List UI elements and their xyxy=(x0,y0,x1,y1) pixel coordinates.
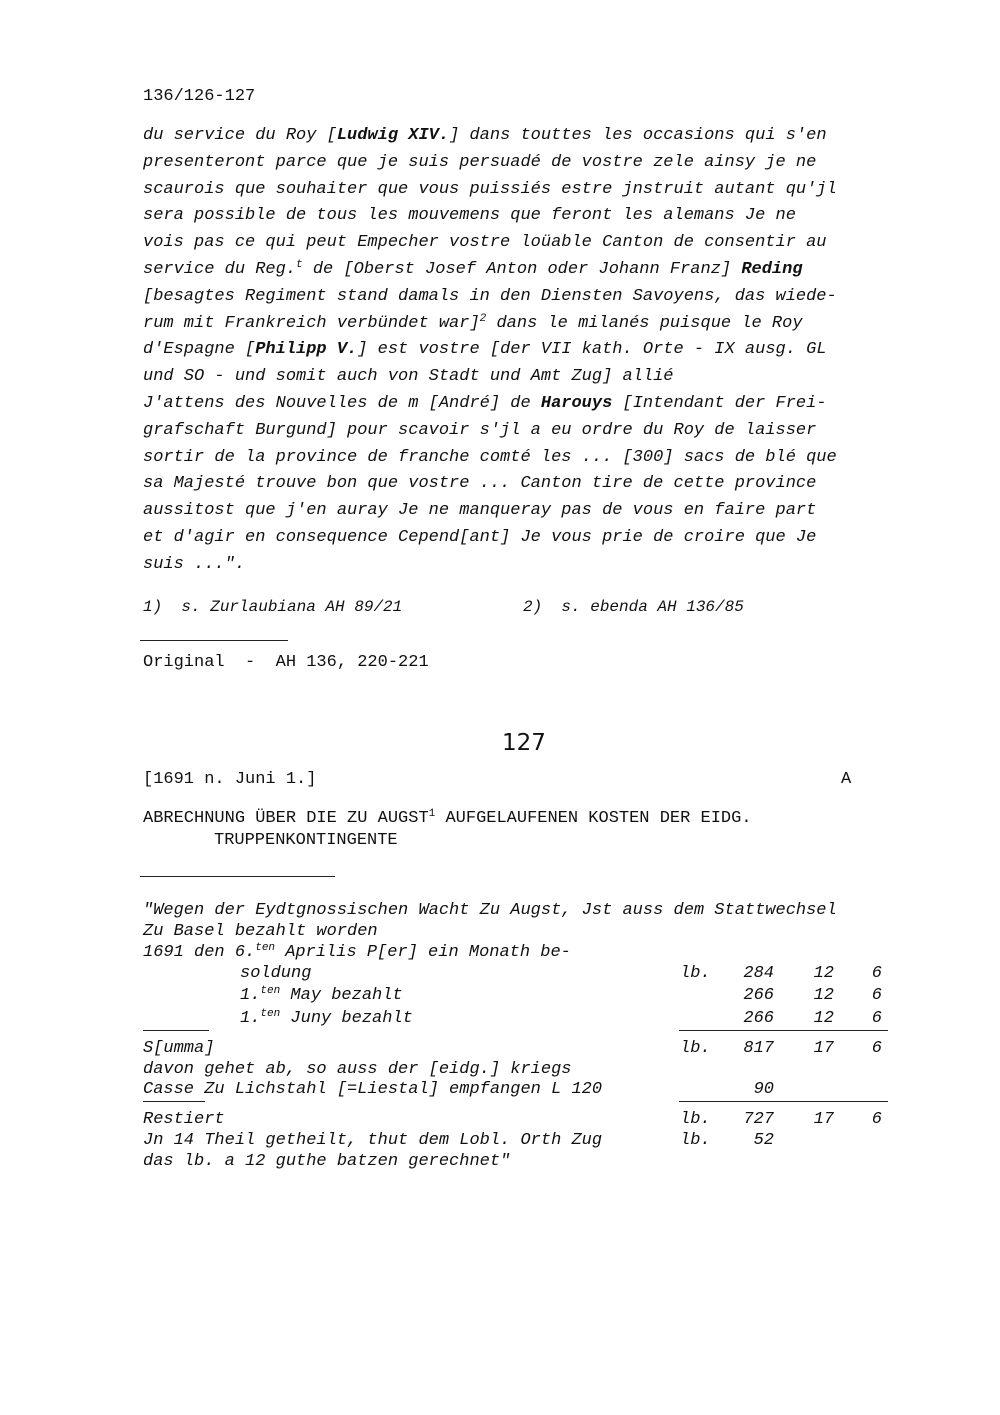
footnote-1: 1) s. Zurlaubiana AH 89/21 xyxy=(143,598,403,616)
row2-lb: 266 xyxy=(743,986,774,1005)
rest-d: 6 xyxy=(871,1110,882,1129)
row1-d: 6 xyxy=(871,964,882,983)
row3-s: 12 xyxy=(813,1009,834,1028)
row3-text-b: Juny bezahlt xyxy=(280,1009,413,1028)
intro-date-a: 1691 den 6. xyxy=(143,943,256,962)
heading-text-b: AUFGELAUFENEN KOSTEN DER EIDG. xyxy=(435,809,752,828)
sum-rule-right xyxy=(679,1030,888,1031)
letter-line xyxy=(143,230,837,257)
letter-line xyxy=(143,203,837,230)
row2-text xyxy=(240,986,403,1005)
date-line: [1691 n. Juni 1.] xyxy=(143,770,317,789)
letter-line xyxy=(143,311,837,338)
sum-rule-left xyxy=(143,1030,209,1031)
account-intro-line1: "Wegen der Eydtgnossischen Wacht Zu Augst, Jst auss dem Stattwechsel xyxy=(143,901,837,920)
row1-unit: lb. xyxy=(680,964,711,983)
letter-text: ] est vostre [der VII kath. Orte - IX ausg. GL xyxy=(357,340,827,360)
rest-label: Restiert xyxy=(143,1110,225,1129)
account-intro-line3 xyxy=(143,943,571,962)
heading-divider xyxy=(140,876,335,877)
account-intro-line2: Zu Basel bezahlt worden xyxy=(143,922,378,941)
bold-name: Ludwig XIV. xyxy=(336,126,450,145)
row3-lb: 266 xyxy=(743,1009,774,1028)
share-unit: lb. xyxy=(680,1131,711,1150)
letter-text: dans le milanés puisque le Roy xyxy=(486,313,803,333)
row2-s: 12 xyxy=(813,986,834,1005)
document-marker: A xyxy=(841,770,852,789)
row2-text-b: May bezahlt xyxy=(280,986,403,1005)
share-line2: das lb. a 12 guthe batzen gerechnet" xyxy=(143,1152,511,1171)
letter-text: du service du Roy [ xyxy=(143,126,337,145)
document-number: 127 xyxy=(502,730,546,756)
letter-line xyxy=(143,150,837,177)
summa-label: S[umma] xyxy=(143,1039,215,1058)
deduct-line2: Casse Zu Lichstahl [=Liestal] empfangen L 120 xyxy=(143,1080,603,1099)
footnote-mark: t xyxy=(296,258,303,271)
letter-text: scaurois que souhaiter que vous puissiés estre jnstruit autant qu'jl xyxy=(143,179,837,199)
rest-s: 17 xyxy=(813,1110,834,1129)
row3-sup: ten xyxy=(260,1008,281,1020)
letter-text: und SO - und somit auch von Stadt und Amt Zug] allié xyxy=(143,367,674,387)
letter-line xyxy=(143,337,837,364)
letter-text: suis ...". xyxy=(143,554,246,574)
letter-text: de [Oberst Josef Anton oder Johann Franz] xyxy=(302,259,742,279)
row2-text-a: 1. xyxy=(240,986,261,1005)
letter-line xyxy=(143,177,837,204)
share-line1: Jn 14 Theil getheilt, thut dem Lobl. Orth Zug xyxy=(143,1131,603,1150)
letter-line xyxy=(143,498,837,525)
letter-line xyxy=(143,364,837,391)
letter-text: grafschaft Burgund] pour scavoir s'jl a eu ordre du Roy de laisser xyxy=(143,420,817,440)
summa-s: 17 xyxy=(813,1039,834,1058)
heading-footnote-mark: 1 xyxy=(428,808,436,820)
footnote-divider xyxy=(140,640,288,641)
letter-text: sera possible de tous les mouvemens que feront les alemans Je ne xyxy=(143,206,796,226)
letter-text: presenteront parce que je suis persuadé de vostre zele ainsy je ne xyxy=(143,152,817,172)
letter-line xyxy=(143,445,837,472)
rest-lb: 727 xyxy=(743,1110,774,1129)
letter-body xyxy=(143,123,837,579)
letter-text: et d'agir en consequence Cepend[ant] Je vous prie de croire que Je xyxy=(143,527,817,547)
row2-d: 6 xyxy=(871,986,882,1005)
letter-line xyxy=(143,471,837,498)
document-heading xyxy=(143,809,752,828)
letter-text: [besagtes Regiment stand damals in den Diensten Savoyens, das wiede- xyxy=(143,286,837,306)
rest-rule-right xyxy=(679,1101,888,1102)
rest-unit: lb. xyxy=(680,1110,711,1129)
bold-name: Harouys xyxy=(540,393,613,413)
footnote-mark: 2 xyxy=(479,312,487,325)
letter-text: J'attens des Nouvelles de m [André] de xyxy=(143,393,541,413)
letter-text: sortir de la province de franche comté les ... [300] sacs de blé que xyxy=(143,447,837,467)
letter-line xyxy=(143,257,837,284)
letter-text: service du Reg. xyxy=(143,259,297,279)
row2-sup: ten xyxy=(260,985,281,997)
row1-lb: 284 xyxy=(743,964,774,983)
summa-d: 6 xyxy=(871,1039,882,1058)
row1-s: 12 xyxy=(813,964,834,983)
letter-line xyxy=(143,418,837,445)
source-reference: Original - AH 136, 220-221 xyxy=(143,653,429,672)
summa-unit: lb. xyxy=(680,1039,711,1058)
document-heading-line2: TRUPPENKONTINGENTE xyxy=(214,831,398,850)
row3-text xyxy=(240,1009,413,1028)
deduct-line1: davon gehet ab, so auss der [eidg.] kriegs xyxy=(143,1060,572,1079)
footnote-2: 2) s. ebenda AH 136/85 xyxy=(523,598,744,616)
row1-text: soldung xyxy=(240,964,312,983)
letter-line xyxy=(143,123,837,150)
row3-text-a: 1. xyxy=(240,1009,261,1028)
letter-text: [Intendant der Frei- xyxy=(612,393,827,413)
letter-text: vois pas ce qui peut Empecher vostre loüable Canton de consentir au xyxy=(143,233,827,253)
intro-date-b: Aprilis P[er] ein Monath be- xyxy=(275,943,571,962)
letter-text: d'Espagne [ xyxy=(143,340,256,360)
intro-date-sup: ten xyxy=(255,942,276,954)
letter-line xyxy=(143,284,837,311)
bold-name: Philipp V. xyxy=(255,340,358,360)
letter-line xyxy=(143,552,837,579)
letter-line xyxy=(143,391,837,418)
bold-name: Reding xyxy=(741,259,803,279)
heading-text-a: ABRECHNUNG ÜBER DIE ZU AUGST xyxy=(143,809,429,828)
row3-d: 6 xyxy=(871,1009,882,1028)
summa-lb: 817 xyxy=(743,1039,774,1058)
letter-text: rum mit Frankreich verbündet war] xyxy=(143,313,480,333)
letter-line xyxy=(143,525,837,552)
letter-text: ] dans touttes les occasions qui s'en xyxy=(449,126,827,145)
page-reference: 136/126-127 xyxy=(143,87,256,106)
letter-text: sa Majesté trouve bon que vostre ... Canton tire de cette province xyxy=(143,474,817,494)
share-lb: 52 xyxy=(753,1131,774,1150)
deduct-lb: 90 xyxy=(753,1080,774,1099)
rest-rule-left xyxy=(143,1101,205,1102)
letter-text: aussitost que j'en auray Je ne manqueray pas de vous en faire part xyxy=(143,501,817,521)
